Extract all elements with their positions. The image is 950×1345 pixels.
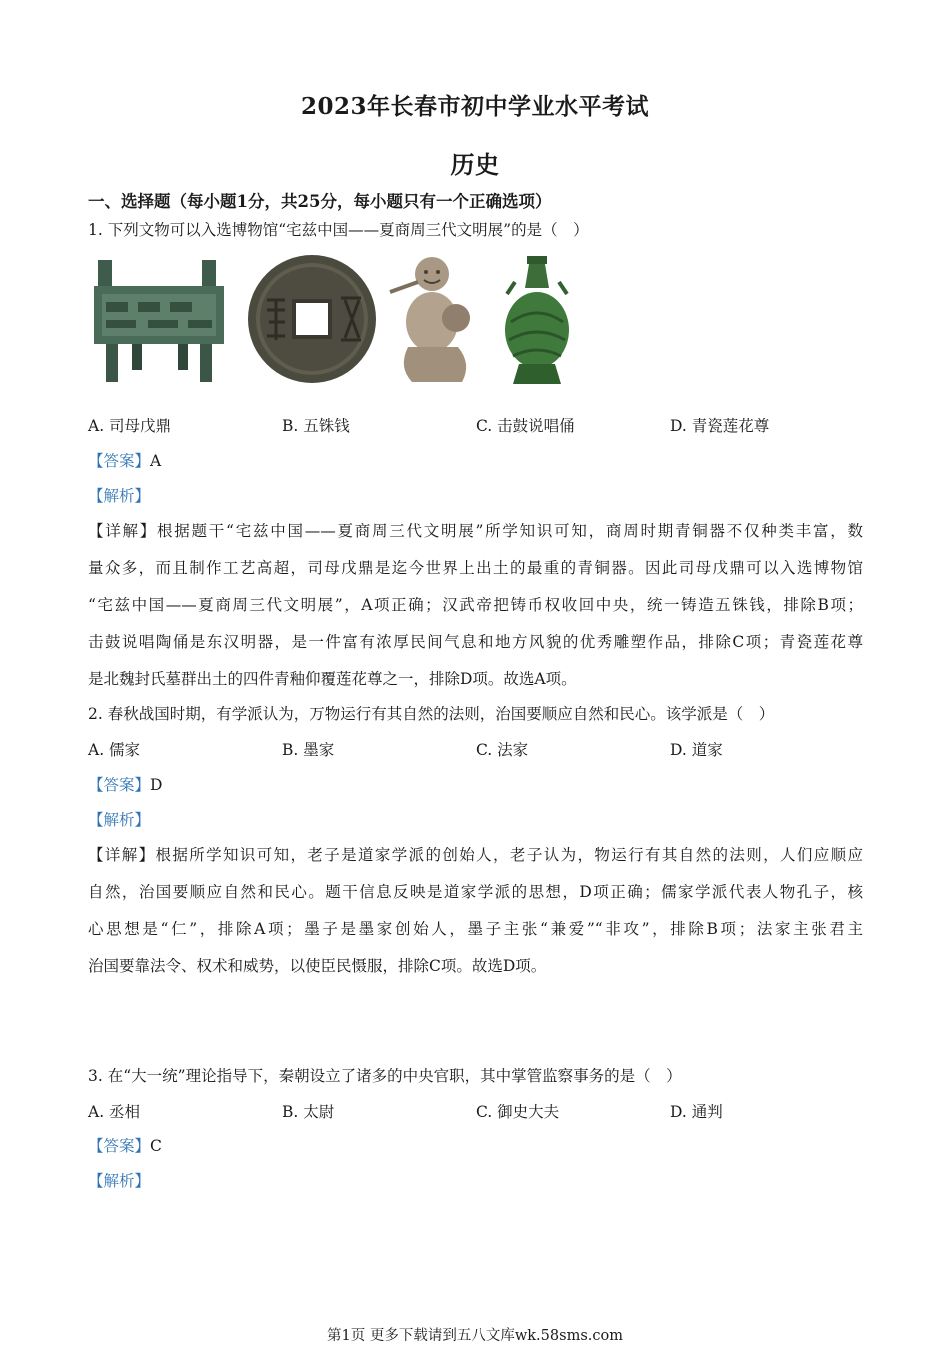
question-1-detail-line: 量众多，而且制作工艺高超，司母戊鼎是迄今世界上出土的最重的青铜器。因此司母戊鼎可以入选博物馆 [88, 559, 863, 577]
question-1-images [92, 252, 582, 387]
option-b: B. 墨家 [282, 741, 335, 759]
question-2-analysis-tag [88, 809, 863, 831]
question-1-detail-line: “宅兹中国——夏商周三代文明展”，A项正确；汉武帝把铸币权收回中央，统一铸造五铢钱，排除B项； [88, 596, 863, 614]
answer-value: C [150, 1137, 162, 1155]
subject-title: 历史 [450, 150, 500, 179]
detail-tag: 【详解】 [88, 522, 158, 540]
question-1-analysis-tag [88, 485, 863, 507]
question-3-options [88, 1100, 868, 1122]
question-3-answer [88, 1135, 863, 1157]
option-c: C. 法家 [476, 741, 529, 759]
question-2-answer [88, 774, 863, 796]
option-a: A. 司母戊鼎 [88, 417, 172, 435]
question-2-detail-line: 治国要靠法令、权术和威势，以使臣民慑服，排除C项。故选D项。 [88, 957, 547, 975]
question-2-detail-line: 心思想是“仁”，排除A项；墨子是墨家创始人，墨子主张“兼爱”“非攻”，排除B项；法家主张君主 [88, 920, 863, 938]
question-2-detail-line: 【详解】根据所学知识可知，老子是道家学派的创始人，老子认为，物运行有其自然的法则，人们应顺应 [88, 846, 863, 864]
answer-value: D [150, 776, 163, 794]
detail-tag: 【详解】 [88, 846, 156, 864]
question-3-analysis-tag [88, 1170, 863, 1192]
option-d: D. 道家 [670, 741, 723, 759]
question-1-detail-line: 【详解】根据题干“宅兹中国——夏商周三代文明展”所学知识可知，商周时期青铜器不仅种类丰富，数 [88, 522, 863, 540]
answer-tag: 【答案】 [88, 1137, 151, 1155]
question-1-stem: 1. 下列文物可以入选博物馆“宅兹中国——夏商周三代文明展”的是（ ） [88, 221, 589, 239]
question-1-detail-line: 击鼓说唱陶俑是东汉明器，是一件富有浓厚民间气息和地方风貌的优秀雕塑作品，排除C项；青瓷莲花尊 [88, 633, 863, 651]
drum-storyteller-figurine-icon [388, 252, 478, 387]
exam-title: 2023年长春市初中学业水平考试 [300, 93, 649, 120]
question-1-options [88, 414, 868, 436]
question-3-stem: 3. 在“大一统”理论指导下，秦朝设立了诸多的中央官职，其中掌管监察事务的是（ ） [88, 1067, 682, 1085]
question-1-answer [88, 450, 863, 472]
option-a: A. 儒家 [88, 741, 141, 759]
question-2-stem: 2. 春秋战国时期，有学派认为，万物运行有其自然的法则，治国要顺应自然和民心。该学派是（ ） [88, 705, 775, 723]
answer-tag: 【答案】 [88, 452, 151, 470]
option-d: D. 青瓷莲花尊 [670, 417, 770, 435]
question-2-detail-line: 自然，治国要顺应自然和民心。题干信息反映是道家学派的思想，D项正确；儒家学派代表人物孔子，核 [88, 883, 863, 901]
option-b: B. 五铢钱 [282, 417, 350, 435]
option-c: C. 击鼓说唱俑 [476, 417, 575, 435]
bronze-ding-icon [92, 252, 227, 387]
option-a: A. 丞相 [88, 1103, 141, 1121]
option-b: B. 太尉 [282, 1103, 335, 1121]
celadon-lotus-zun-icon [497, 252, 577, 387]
answer-value: A [150, 452, 162, 470]
analysis-tag: 【解析】 [88, 811, 151, 829]
analysis-tag: 【解析】 [88, 1172, 151, 1190]
analysis-tag: 【解析】 [88, 487, 151, 505]
page-footer: 第1页 更多下载请到五八文库wk.58sms.com [327, 1328, 623, 1344]
wuzhu-coin-icon [245, 252, 380, 387]
section-heading: 一、选择题（每小题1分，共25分，每小题只有一个正确选项） [88, 192, 552, 211]
question-1-detail-line: 是北魏封氏墓群出土的四件青釉仰覆莲花尊之一，排除D项。故选A项。 [88, 670, 577, 688]
option-d: D. 通判 [670, 1103, 723, 1121]
question-2-options [88, 738, 868, 760]
option-c: C. 御史大夫 [476, 1103, 560, 1121]
answer-tag: 【答案】 [88, 776, 151, 794]
